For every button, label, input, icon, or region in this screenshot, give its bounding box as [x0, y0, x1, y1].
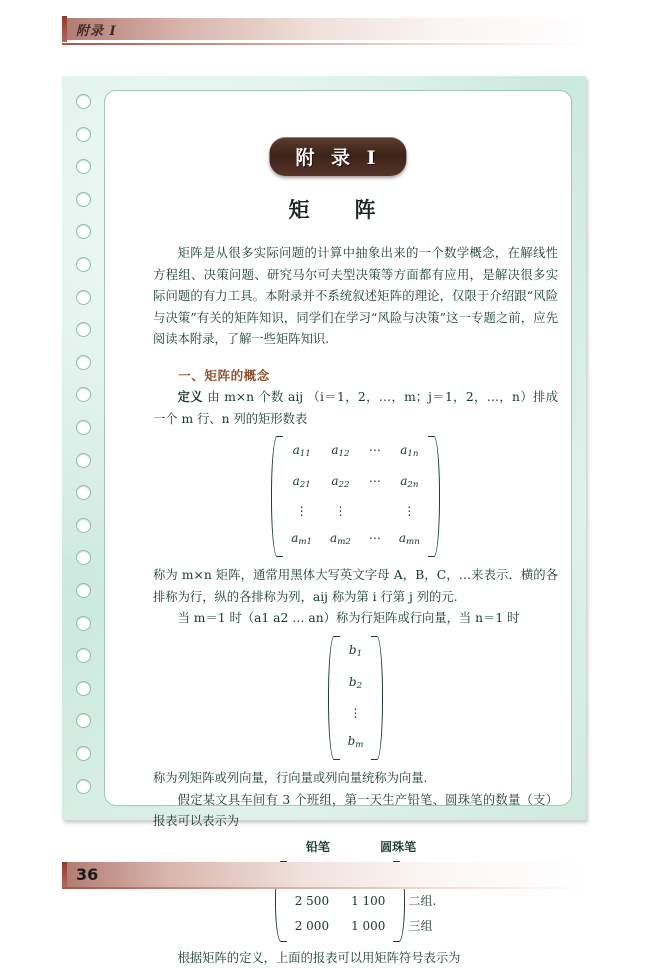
page-content-area — [104, 90, 572, 965]
punch-hole — [76, 713, 91, 728]
matrix-body — [271, 436, 440, 557]
punch-hole — [76, 485, 91, 500]
matrix-cell: $a_{22}$ — [331, 473, 350, 490]
punch-hole — [76, 159, 91, 174]
punch-hole — [76, 779, 91, 794]
matrix-cell: $b_2$ — [348, 674, 363, 691]
matrix-cell: $a_{1n}$ — [400, 443, 419, 460]
after-matrix-line2: 当 m＝1 时（a1 a2 … an）称为行矩阵或行向量，当 n＝1 时 — [177, 611, 520, 626]
after-column-line1: 称为列矩阵或列向量，行向量或列向量统称为向量. — [153, 771, 428, 786]
punch-hole — [76, 224, 91, 239]
general-matrix — [153, 436, 558, 557]
table-cell: 1 100 — [351, 893, 386, 908]
punch-hole — [76, 322, 91, 337]
table-cell: 2 500 — [294, 893, 330, 908]
matrix-right-paren — [428, 436, 440, 557]
punch-hole — [76, 583, 91, 598]
closing-line: 根据矩阵的定义，上面的报表可以用矩阵符号表示为 — [177, 950, 461, 965]
matrix-body — [328, 636, 384, 760]
matrix-grid — [342, 636, 370, 760]
intro-paragraph: 矩阵是从很多实际问题的计算中抽象出来的一个数学概念，在解线性方程组、决策问题、研究马尔可夫型决策等方面都有应用，是解决很多实际问题的有力工具。本附录并不系统叙述矩阵的理论，仅限于介绍跟“风险与决策”有关的矩阵知识，同学们在学习“风险与决策”这一专题之前，应先阅读本附录，了解一些矩阵知识. — [153, 246, 558, 346]
row-label: 三组 — [408, 919, 433, 934]
footer-spine — [62, 862, 67, 887]
matrix-cell: $a_{mn}$ — [398, 530, 420, 547]
section-heading-one: 一、矩阵的概念 — [178, 367, 270, 383]
after-column-line2: 假定某文具车间有 3 个班组，第一天生产铅笔、圆珠笔的数量（支）报表可以表示为 — [153, 792, 558, 829]
matrix-left-paren — [271, 436, 283, 557]
matrix-cell — [369, 501, 381, 523]
matrix-cell: ⋮ — [403, 504, 416, 519]
matrix-grid — [285, 436, 426, 557]
punch-hole — [76, 192, 91, 207]
running-head-bar — [62, 18, 587, 40]
matrix-cell: $b_m$ — [347, 733, 364, 750]
matrix-cell: $a_{m1}$ — [291, 530, 313, 547]
matrix-cell: ⋯ — [368, 473, 381, 488]
punch-hole — [76, 550, 91, 565]
punch-hole — [76, 387, 91, 402]
matrix-cell: ⋯ — [368, 443, 381, 457]
page-footer — [62, 862, 587, 890]
matrix-cell: $b_1$ — [348, 642, 363, 660]
matrix-cell: ⋮ — [349, 706, 362, 721]
page-number: 36 — [76, 865, 99, 884]
punch-hole — [76, 681, 91, 696]
punch-hole — [76, 420, 91, 435]
column-header: 圆珠笔 — [380, 839, 417, 854]
definition-label: 定义 — [177, 389, 203, 404]
matrix-cell: $a_{21}$ — [292, 473, 311, 490]
matrix-cell: $a_{12}$ — [331, 443, 350, 460]
page-title: 矩 阵 — [288, 197, 388, 222]
matrix-cell: ⋮ — [295, 504, 308, 519]
running-head — [62, 18, 587, 42]
table-cell: 2 000 — [294, 919, 330, 934]
footer-bar — [62, 862, 587, 887]
report-table-headers — [275, 837, 437, 862]
definition-paragraph — [153, 386, 558, 430]
matrix-cell: $a_{2n}$ — [400, 473, 419, 490]
matrix-left-paren — [328, 636, 340, 760]
definition-text: 由 m×n 个数 aij （i＝1，2，…，m；j＝1，2，…，n）排成一个 m 行、n 列的矩形数表 — [153, 390, 558, 426]
running-head-rule — [62, 43, 587, 45]
punch-hole — [76, 290, 91, 305]
punch-hole — [76, 616, 91, 631]
matrix-right-paren — [371, 636, 383, 760]
punch-hole — [76, 518, 91, 533]
matrix-cell: $a_{m2}$ — [330, 530, 351, 547]
punch-hole-column — [62, 76, 104, 820]
punch-hole — [76, 453, 91, 468]
punch-hole — [76, 257, 91, 272]
row-label: 二组. — [408, 893, 437, 908]
punch-hole — [76, 127, 91, 142]
column-vector-matrix — [153, 636, 558, 760]
after-matrix-line1: 称为 m×n 矩阵，通常用黑体大写英文字母 A，B，C，…来表示．横的各排称为行，纵的各排称为列，aij 称为第 i 行第 j 列的元. — [153, 568, 558, 604]
running-head-spine — [62, 16, 67, 42]
body-column — [153, 243, 558, 969]
matrix-cell: $a_{11}$ — [292, 443, 311, 460]
appendix-badge: 附 录 I — [269, 137, 406, 176]
punch-hole — [76, 648, 91, 663]
punch-hole — [76, 355, 91, 370]
punch-hole — [76, 746, 91, 761]
matrix-cell: ⋯ — [368, 530, 381, 545]
footer-rule — [62, 887, 587, 889]
page-content — [105, 91, 571, 965]
column-header: 铅笔 — [305, 839, 330, 854]
running-head-label: 附录 I — [76, 24, 117, 39]
punch-hole — [76, 94, 91, 109]
table-cell: 1 000 — [351, 919, 386, 934]
matrix-cell: ⋮ — [334, 504, 347, 519]
